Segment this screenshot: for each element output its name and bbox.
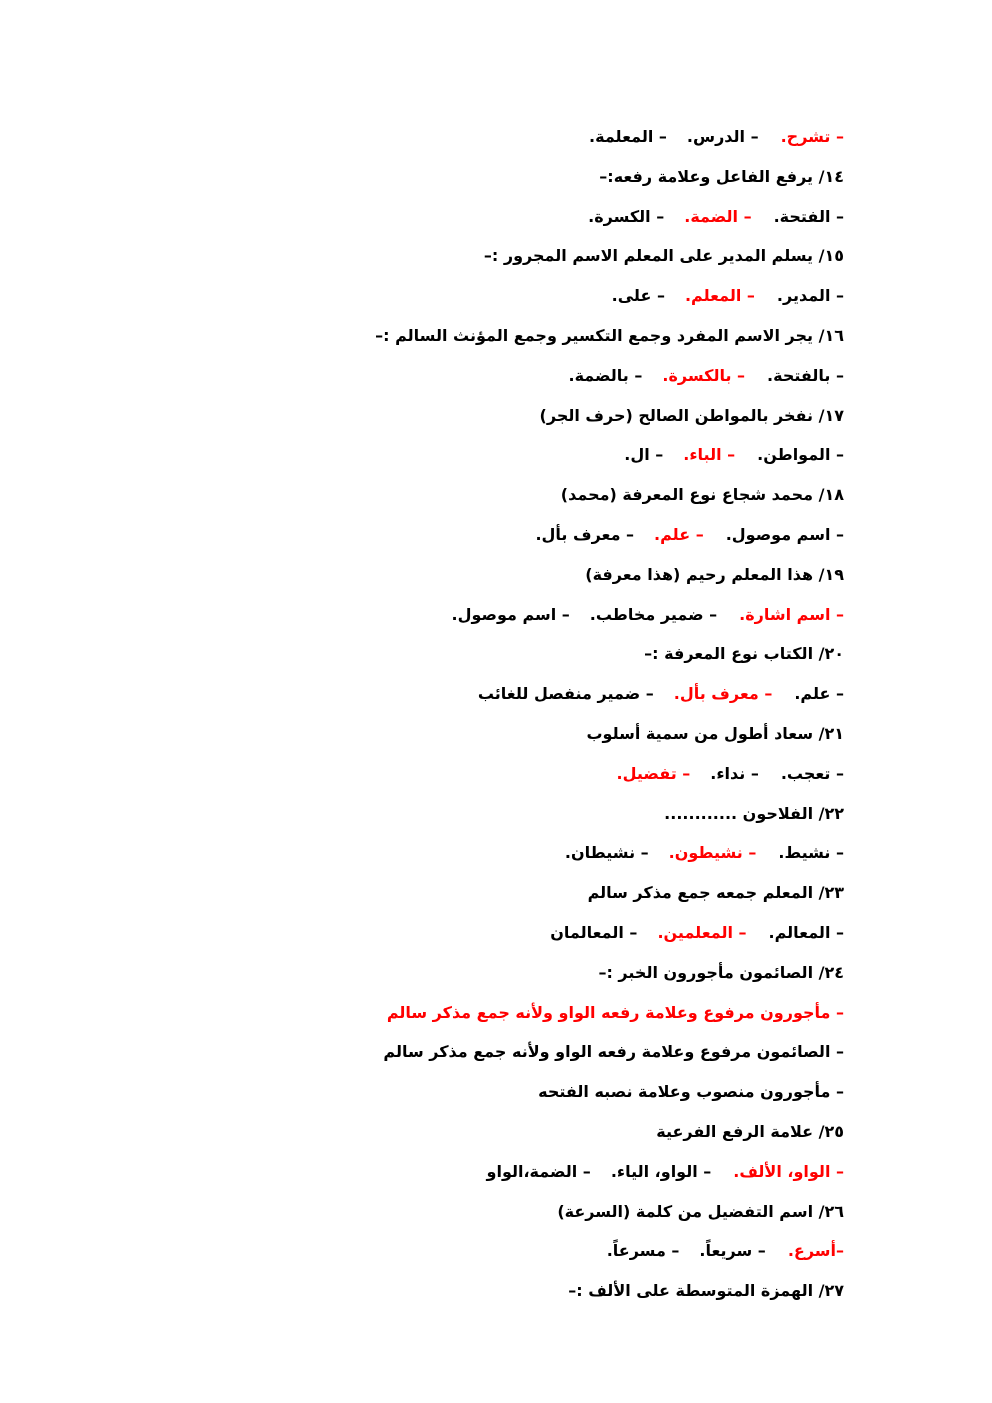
question-line	[284, 953, 844, 993]
options-line	[284, 1231, 844, 1271]
correct-answer-option: – الضمة.	[684, 206, 752, 226]
answer-option: – بالضمة.	[568, 365, 643, 385]
question-text: ٢٣/ المعلم جمعه جمع مذكر سالم	[587, 883, 844, 903]
options-line	[284, 913, 844, 953]
answer-option: – المعالم.	[768, 922, 844, 942]
question-line	[284, 396, 844, 436]
question-text: ٢٥/ علامة الرفع الفرعية	[656, 1121, 844, 1141]
question-text: ٢٤/ الصائمون مأجورون الخبر :–	[598, 962, 844, 982]
question-text: ٢٢/ الفلاحون ............	[664, 803, 844, 823]
question-text: ٢٧/ الهمزة المتوسطة على الألف :–	[568, 1281, 844, 1301]
answer-option: – الضمة،الواو	[486, 1161, 591, 1181]
answer-option: – اسم موصول.	[725, 524, 844, 544]
options-line	[284, 276, 844, 316]
answer-option: – مسرعاً.	[606, 1241, 680, 1261]
answer-option: – ال.	[624, 445, 664, 465]
correct-answer-option: – بالكسرة.	[662, 365, 746, 385]
answer-option: – الواو، الياء.	[610, 1161, 712, 1181]
options-line	[284, 435, 844, 475]
question-text: ١٨/ محمد شجاع نوع المعرفة (محمد)	[560, 485, 844, 505]
question-line	[284, 634, 844, 674]
answer-option: – الدرس.	[686, 127, 759, 146]
question-line	[284, 475, 844, 515]
options-line	[284, 674, 844, 714]
question-line	[284, 316, 844, 356]
answer-option: – الصائمون مرفوع وعلامة رفعه الواو ولأنه جمع مذكر سالم	[383, 1042, 844, 1062]
correct-answer-option: – مأجورون مرفوع وعلامة رفعه الواو ولأنه جمع مذكر سالم	[386, 1002, 844, 1022]
answer-option: – الكسرة.	[588, 206, 665, 226]
options-line	[284, 754, 844, 794]
question-line	[284, 1112, 844, 1152]
answer-option: – نشيط.	[778, 843, 844, 863]
answer-option: – علم.	[794, 684, 844, 704]
options-line	[284, 1152, 844, 1192]
question-text: ١٦/ يجر الاسم المفرد وجمع التكسير وجمع المؤنث السالم :–	[375, 325, 844, 345]
question-line	[284, 714, 844, 754]
question-line	[284, 157, 844, 197]
answer-option: – المعلمة.	[589, 127, 667, 146]
question-text: ١٩/ هذا المعلم رحيم (هذا معرفة)	[585, 564, 844, 584]
options-line	[284, 993, 844, 1033]
answer-option: – نداء.	[710, 763, 759, 783]
document-body	[284, 117, 844, 1311]
answer-option: – الفتحة.	[773, 206, 844, 226]
question-line	[284, 1192, 844, 1232]
question-line	[284, 236, 844, 276]
correct-answer-option: – تفضيل.	[616, 763, 691, 783]
answer-option: – اسم موصول.	[451, 604, 570, 624]
question-line	[284, 794, 844, 834]
correct-answer-option: – الباء.	[683, 445, 736, 465]
correct-answer-option: –أسرع.	[787, 1241, 844, 1261]
options-line	[284, 833, 844, 873]
correct-answer-option: – علم.	[654, 524, 704, 544]
answer-option: – ضمير مخاطب.	[589, 604, 718, 624]
answer-option: – سريعاً.	[699, 1241, 766, 1261]
correct-answer-option: – المعلم.	[684, 286, 755, 306]
options-line	[284, 515, 844, 555]
options-line	[284, 117, 844, 157]
question-text: ١٥/ يسلم المدير على المعلم الاسم المجرور :–	[483, 246, 844, 266]
question-text: ١٧/ نفخر بالمواطن الصالح (حرف الجر)	[539, 405, 844, 425]
answer-option: – المعالمان	[550, 922, 638, 942]
question-line	[284, 1271, 844, 1311]
answer-option: – نشيطان.	[564, 843, 649, 863]
answer-option: – مأجورون منصوب وعلامة نصبه الفتحه	[538, 1082, 844, 1102]
correct-answer-option: – نشيطون.	[668, 843, 757, 863]
options-line	[284, 1032, 844, 1072]
answer-option: – بالفتحة.	[767, 365, 844, 385]
correct-answer-option: – معرف بأل.	[673, 684, 773, 704]
question-text: ٢٠/ الكتاب نوع المعرفة :–	[644, 644, 844, 664]
question-text: ٢١/ سعاد أطول من سمية أسلوب	[586, 723, 844, 743]
question-line	[284, 555, 844, 595]
correct-answer-option: – الواو، الألف.	[733, 1161, 844, 1181]
correct-answer-option: – تشرح.	[780, 127, 844, 146]
correct-answer-option: – المعلمين.	[657, 922, 747, 942]
question-text: ٢٦/ اسم التفضيل من كلمة (السرعة)	[557, 1201, 844, 1221]
answer-option: – المدير.	[776, 286, 844, 306]
options-line	[284, 1072, 844, 1112]
options-line	[284, 356, 844, 396]
answer-option: – على.	[611, 286, 665, 306]
question-text: ١٤/ يرفع الفاعل وعلامة رفعه:–	[599, 166, 844, 186]
answer-option: – ضمير منفصل للغائب	[477, 684, 654, 704]
answer-option: – المواطن.	[757, 445, 844, 465]
correct-answer-option: – اسم اشارة.	[739, 604, 844, 624]
question-line	[284, 873, 844, 913]
options-line	[284, 197, 844, 237]
answer-option: – معرف بأل.	[535, 524, 635, 544]
options-line	[284, 595, 844, 635]
answer-option: – تعجب.	[780, 763, 844, 783]
